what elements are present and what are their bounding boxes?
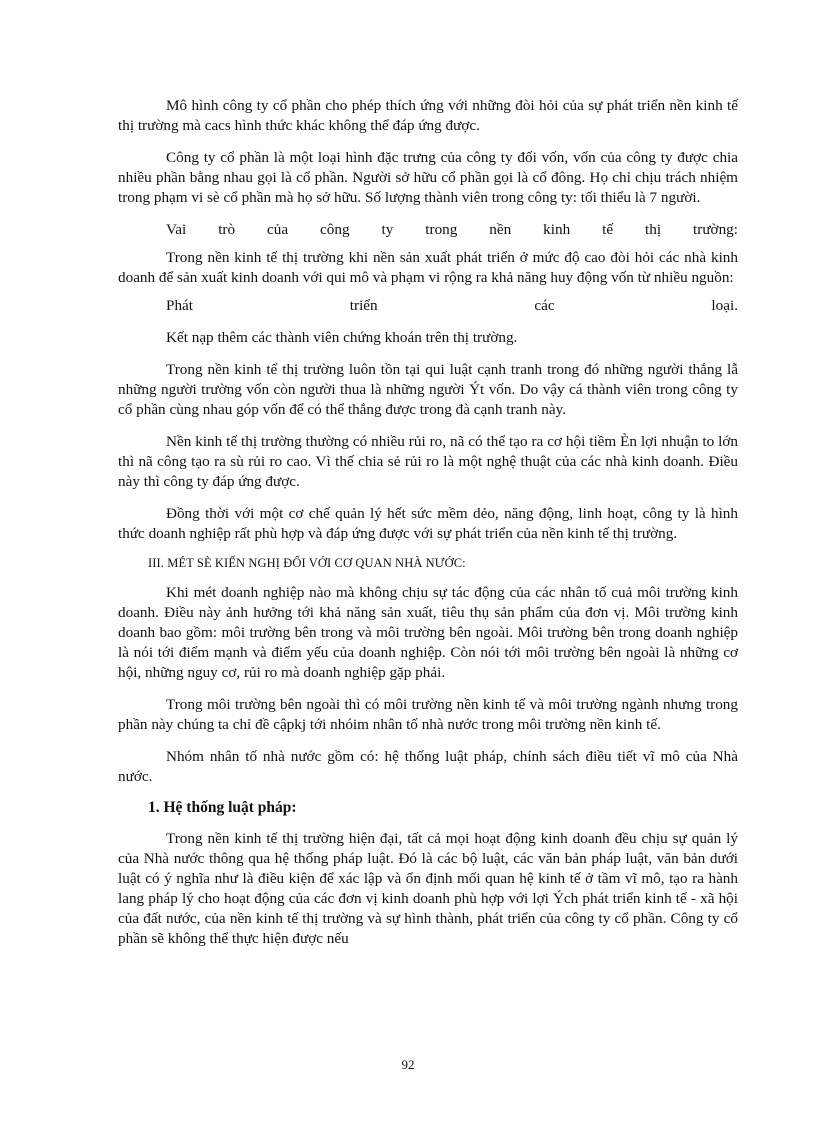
- paragraph-legal: Trong nền kinh tế thị trường hiện đại, tất cả mọi hoạt động kinh doanh đều chịu sự quản lý của Nhà nước thông qua hệ thống pháp luật. Đó là các bộ luật, các văn bản pháp luật, văn bản dưới luật có ý nghĩa như là điều kiện để xác lập và ổn định mối quan hệ kinh tế ở tầm vĩ mô, tạo ra hành lang pháp lý cho hoạt động của các đơn vị kinh doanh phù hợp với lợi Ých phát triển kinh tế - xã hội của đất nước, của nền kinh tế thị trường và sự hình thành, phát triển của công ty cổ phần. Công ty cổ phần sẽ không thể thực hiện được nếu: [118, 830, 738, 947]
- heading-legal-system: 1. Hệ thống luật pháp:: [148, 799, 297, 816]
- paragraph-competition: Trong nền kinh tế thị trường luôn tồn tại qui luật cạnh tranh trong đó những người thắng lẫ những người trường vốn còn người thua là những người Ýt vốn. Do vậy cá thành viên trong công ty cổ phần cùng nhau góp vốn để có thể thắng được trong đà cạnh tranh này.: [118, 361, 738, 418]
- paragraph-environment: Khi mét doanh nghiệp nào mà không chịu sự tác động của các nhân tố cuả môi trường kinh doanh. Điều này ảnh hưởng tới khả năng sản xuất, tiêu thụ sản phẩm của đơn vị. Môi trường kinh doanh bao gồm: môi trường bên trong và môi trường bên ngoài. Môi trường bên trong doanh nghiệp là nói tới điểm mạnh và điểm yếu của doanh nghiệp. Còn nói tới môi trường bên ngoài là những cơ hội, những nguy cơ, rủi ro mà doanh nghiệp gặp phải.: [118, 584, 738, 681]
- paragraph-intro: Mô hình công ty cổ phần cho phép thích ứng với những đòi hỏi của sự phát triển nền kinh tế thị trường mà cacs hình thức khác không thể đáp ứng được.: [118, 97, 738, 134]
- paragraph-members: Kết nạp thêm các thành viên chứng khoán trên thị trường.: [166, 329, 518, 346]
- paragraph-external: Trong môi trường bên ngoài thì có môi trường nền kinh tế và môi trường ngành nhưng trong phần này chúng ta chỉ đề cậpkj tới nhóim nhân tố nhà nước trong môi trường nền kinh tế.: [118, 696, 738, 733]
- document-page: [118, 96, 738, 961]
- paragraph-develop: Phát triển các loại.: [166, 297, 738, 314]
- paragraph-definition: Công ty cổ phần là một loại hình đặc trưng của công ty đối vốn, vốn của công ty được chia nhiều phần bằng nhau gọi là cổ phần. Người sở hữu cổ phần gọi là cổ đông. Họ chỉ chịu trách nhiệm trong phạm vi sè cổ phần mà họ sở hữu. Số lượng thành viên trong công ty: tối thiểu là 7 người.: [118, 149, 738, 206]
- paragraph-role-title: Vai trò của công ty trong nền kinh tế thị trường:: [166, 221, 738, 238]
- page-number: 92: [401, 1057, 415, 1072]
- paragraph-flexibility: Đồng thời với một cơ chế quản lý hết sức mềm dẻo, năng động, linh hoạt, công ty là hình thức doanh nghiệp rất phù hợp và đáp ứng được với sự phát triển của nền kinh tế thị trường.: [118, 505, 738, 542]
- paragraph-state-factors: Nhóm nhân tố nhà nước gồm có: hệ thống luật pháp, chính sách điều tiết vĩ mô của Nhà nước.: [118, 748, 738, 785]
- paragraph-risk: Nền kinh tế thị trường thường có nhiều rủi ro, nã có thể tạo ra cơ hội tiềm Èn lợi nhuận to lớn thì nã công tạo ra sù rủi ro cao. Vì thế chia sẻ rủi ro là một nghệ thuật của các nhà kinh doanh. Điều này thì công ty đáp ứng được.: [118, 433, 738, 490]
- section-title: III. MÉT SÈ KIẾN NGHỊ ĐỐI VỚI CƠ QUAN NHÀ NƯỚC:: [148, 556, 466, 570]
- paragraph-capital: Trong nền kinh tế thị trường khi nền sản xuất phát triển ở mức độ cao đòi hỏi các nhà kinh doanh để sản xuất kinh doanh với qui mô và phạm vi rộng ra khả năng huy động vốn từ nhiều nguồn:: [118, 249, 738, 286]
